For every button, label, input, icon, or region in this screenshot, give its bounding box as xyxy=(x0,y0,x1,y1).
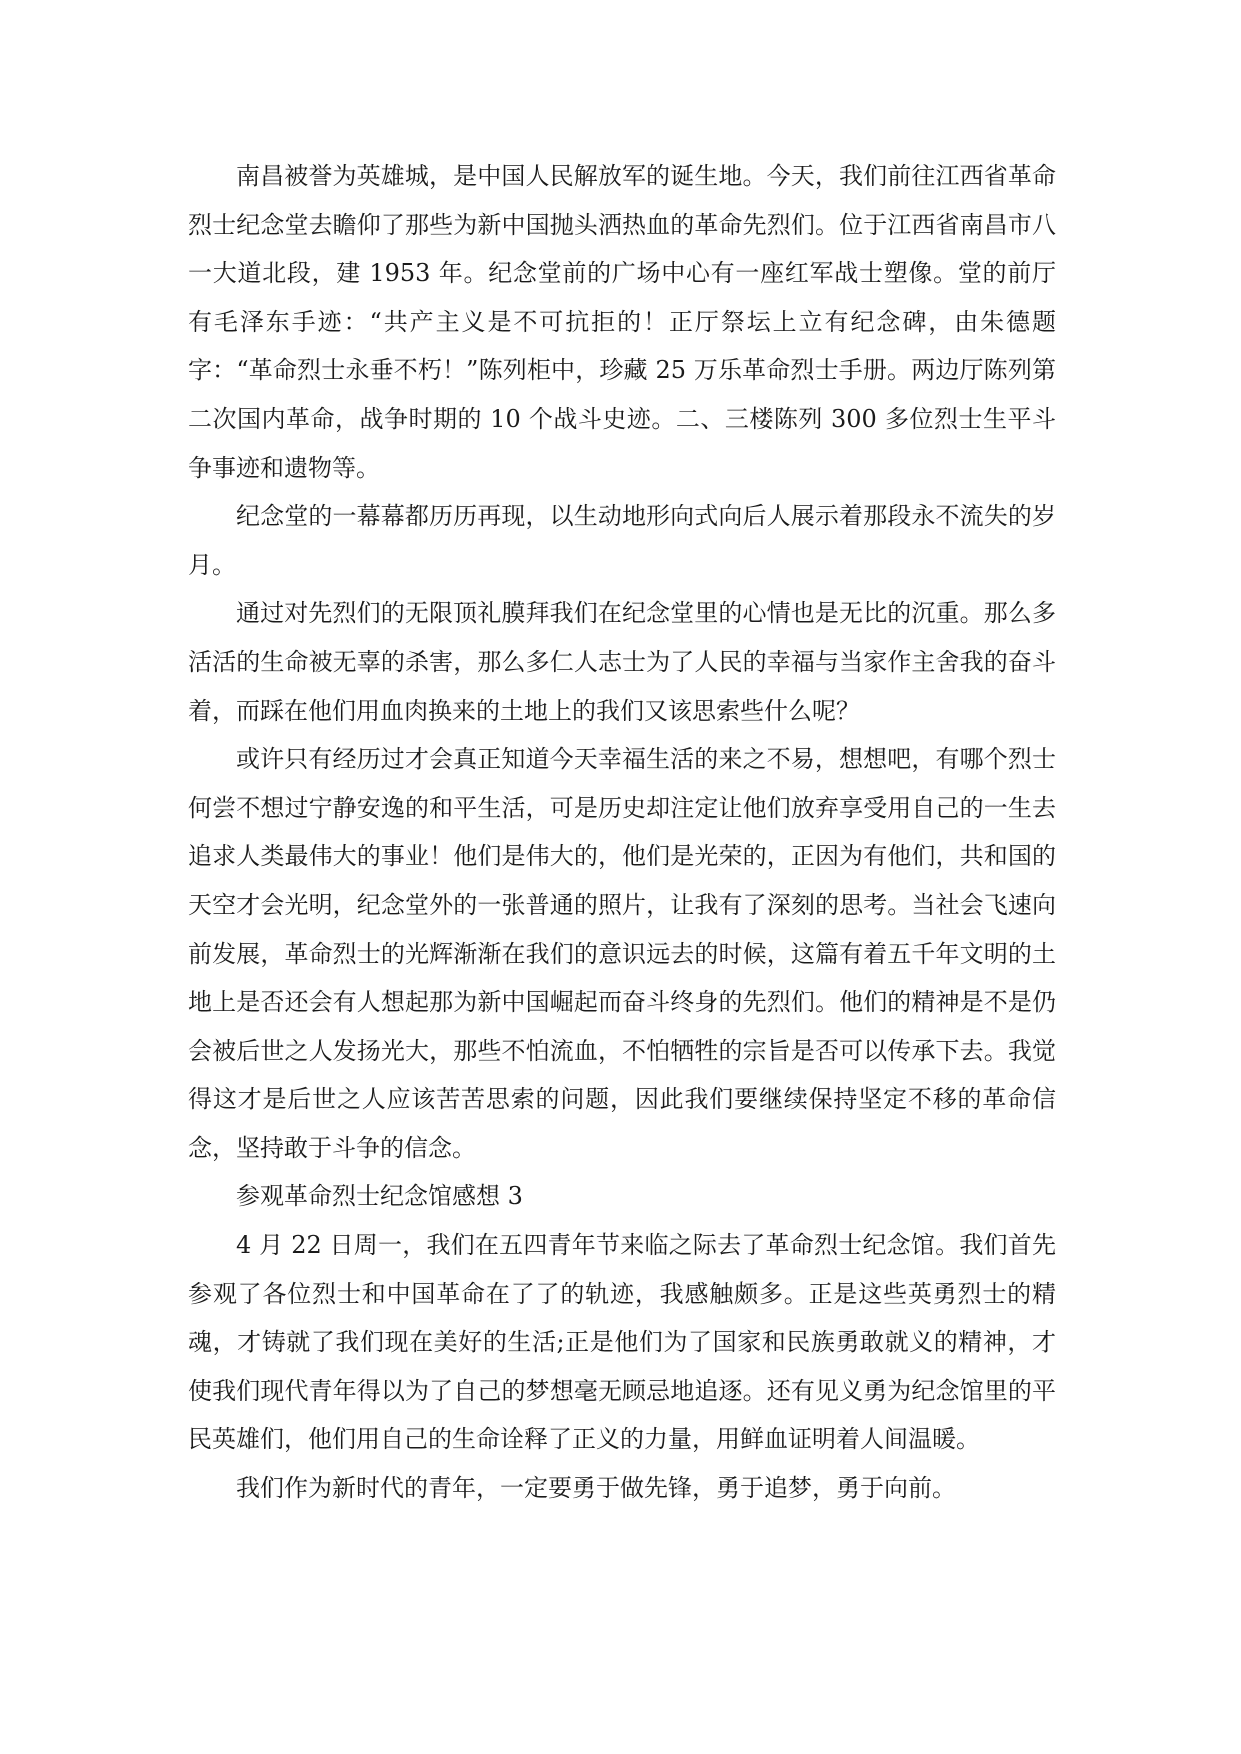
document-body xyxy=(188,152,1056,1513)
paragraph-scenes-reappear: 纪念堂的一幕幕都历历再现，以生动地形向式向后人展示着那段永不流失的岁月。 xyxy=(188,502,1056,579)
paragraph-visit-april-22: 4 月 22 日周一，我们在五四青年节来临之际去了革命烈士纪念馆。我们首先参观了各位烈士和中国革命在了了的轨迹，我感触颇多。正是这些英勇烈士的精魂，才铸就了我们现在美好的生活;正是他们为了国家和民族勇敢就义的精神，才使我们现代青年得以为了自己的梦想毫无顾忌地追逐。还有见义勇为纪念馆里的平民英雄们，他们用自己的生命诠释了正义的力量，用鲜血证明着人间温暖。 xyxy=(188,1231,1056,1454)
paragraph-memorial-hall-intro: 南昌被誉为英雄城，是中国人民解放军的诞生地。今天，我们前往江西省革命烈士纪念堂去瞻仰了那些为新中国抛头洒热血的革命先烈们。位于江西省南昌市八一大道北段，建 1953 年。纪念堂前的广场中心有一座红军战士塑像。堂的前厅有毛泽东手迹：“共产主义是不可抗拒的！正厅祭坛上立有纪念碑，由朱德题字：“革命烈士永垂不朽！”陈列柜中，珍藏 25 万乐革命烈士手册。两边厅陈列第二次国内革命，战争时期的 10 个战斗史迹。二、三楼陈列 300 多位烈士生平斗争事迹和遗物等。 xyxy=(188,162,1056,482)
section-heading: 参观革命烈士纪念馆感想 3 xyxy=(236,1182,523,1211)
paragraph-conclusion: 我们作为新时代的青年，一定要勇于做先锋，勇于追梦，勇于向前。 xyxy=(236,1474,956,1503)
paragraph-heavy-heart: 通过对先烈们的无限顶礼膜拜我们在纪念堂里的心情也是无比的沉重。那么多活活的生命被无辜的杀害，那么多仁人志士为了人民的幸福与当家作主舍我的奋斗着，而踩在他们用血肉换来的土地上的我们又该思索些什么呢？ xyxy=(188,599,1056,725)
paragraph-reflection: 或许只有经历过才会真正知道今天幸福生活的来之不易，想想吧，有哪个烈士何尝不想过宁静安逸的和平生活，可是历史却注定让他们放弃享受用自己的一生去追求人类最伟大的事业！他们是伟大的，他们是光荣的，正因为有他们，共和国的天空才会光明，纪念堂外的一张普通的照片，让我有了深刻的思考。当社会飞速向前发展，革命烈士的光辉渐渐在我们的意识远去的时候，这篇有着五千年文明的土地上是否还会有人想起那为新中国崛起而奋斗终身的先烈们。他们的精神是不是仍会被后世之人发扬光大，那些不怕流血，不怕牺牲的宗旨是否可以传承下去。我觉得这才是后世之人应该苦苦思索的问题，因此我们要继续保持坚定不移的革命信念，坚持敢于斗争的信念。 xyxy=(188,745,1056,1162)
